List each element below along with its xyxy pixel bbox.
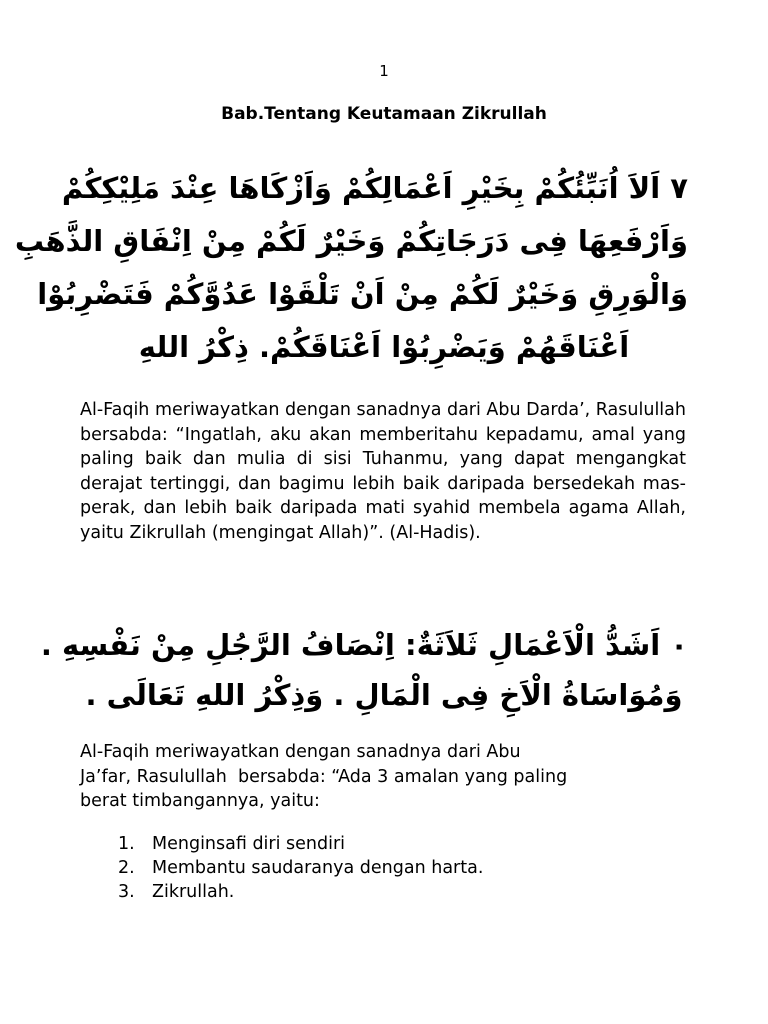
paragraph-translation-2 [80,740,686,814]
arabic-line: وَمُوَاسَاةُ الْاَخِ فِى الْمَالِ . وَذِكْرُ اللهِ تَعَالَى . [85,677,683,712]
paragraph-line: Ja’far, Rasulullah bersabda: “Ada 3 amalan yang paling [80,766,568,787]
arabic-line: اَعْنَاقَهُمْ وَيَضْرِبُوْا اَعْنَاقَكُمْ. ذِكْرُ اللهِ [138,330,630,365]
page-title: Bab.Tentang Keutamaan Zikrullah [221,104,547,124]
list-text: Zikrullah. [152,882,235,902]
arabic-line: وَالْوَرِقِ وَخَيْرٌ لَكُمْ مِنْ اَنْ تَلْقَوْا عَدُوَّكُمْ فَتَضْرِبُوْا [37,277,688,312]
list-number: 3. [118,882,135,902]
list-item [118,880,483,904]
list-text: Menginsafi diri sendiri [152,834,346,854]
arabic-hadith-1 [14,162,688,374]
paragraph-line: berat timbangannya, yaitu: [80,791,320,811]
paragraph-line: Al-Faqih meriwayatkan dengan sanadnya dari Abu [80,742,521,762]
paragraph-translation-1: Al-Faqih meriwayatkan dengan sanadnya dari Abu Darda’, Rasulullah bersabda: “Ingatlah, aku akan memberitahu kepadamu, amal yang paling baik dan mulia di sisi Tuhanmu, yang dapat mengangkat derajat tertinggi, dan bagimu lebih baik daripada bersedekah mas-perak, dan lebih baik daripada mati syahid membela agama Allah, yaitu Zikrullah (mengingat Allah)”. (Al-Hadis). [80,400,686,543]
arabic-line: ٧ اَلاَ اُنَبِّئُكُمْ بِخَيْرِ اَعْمَالِكُمْ وَاَزْكَاهَا عِنْدَ مَلِيْكِكُمْ [61,171,688,206]
arabic-hadith-2 [40,620,688,720]
list-item [118,832,483,856]
list-text: Membantu saudaranya dengan harta. [152,858,484,878]
page-number: 1 [379,62,389,80]
arabic-line: وَاَرْفَعِهَا فِى دَرَجَاتِكُمْ وَخَيْرٌ لَكُمْ مِنْ اِنْفَاقِ الذَّهَبِ [14,224,688,259]
list-number: 1. [118,834,135,854]
list-item [118,856,483,880]
arabic-line: ٠ اَشَدُّ الْاَعْمَالِ ثَلاَثَةٌ: اِنْصَافُ الرَّجُلِ مِنْ نَفْسِهِ . [40,627,688,662]
list-number: 2. [118,858,135,878]
numbered-list [118,832,483,904]
